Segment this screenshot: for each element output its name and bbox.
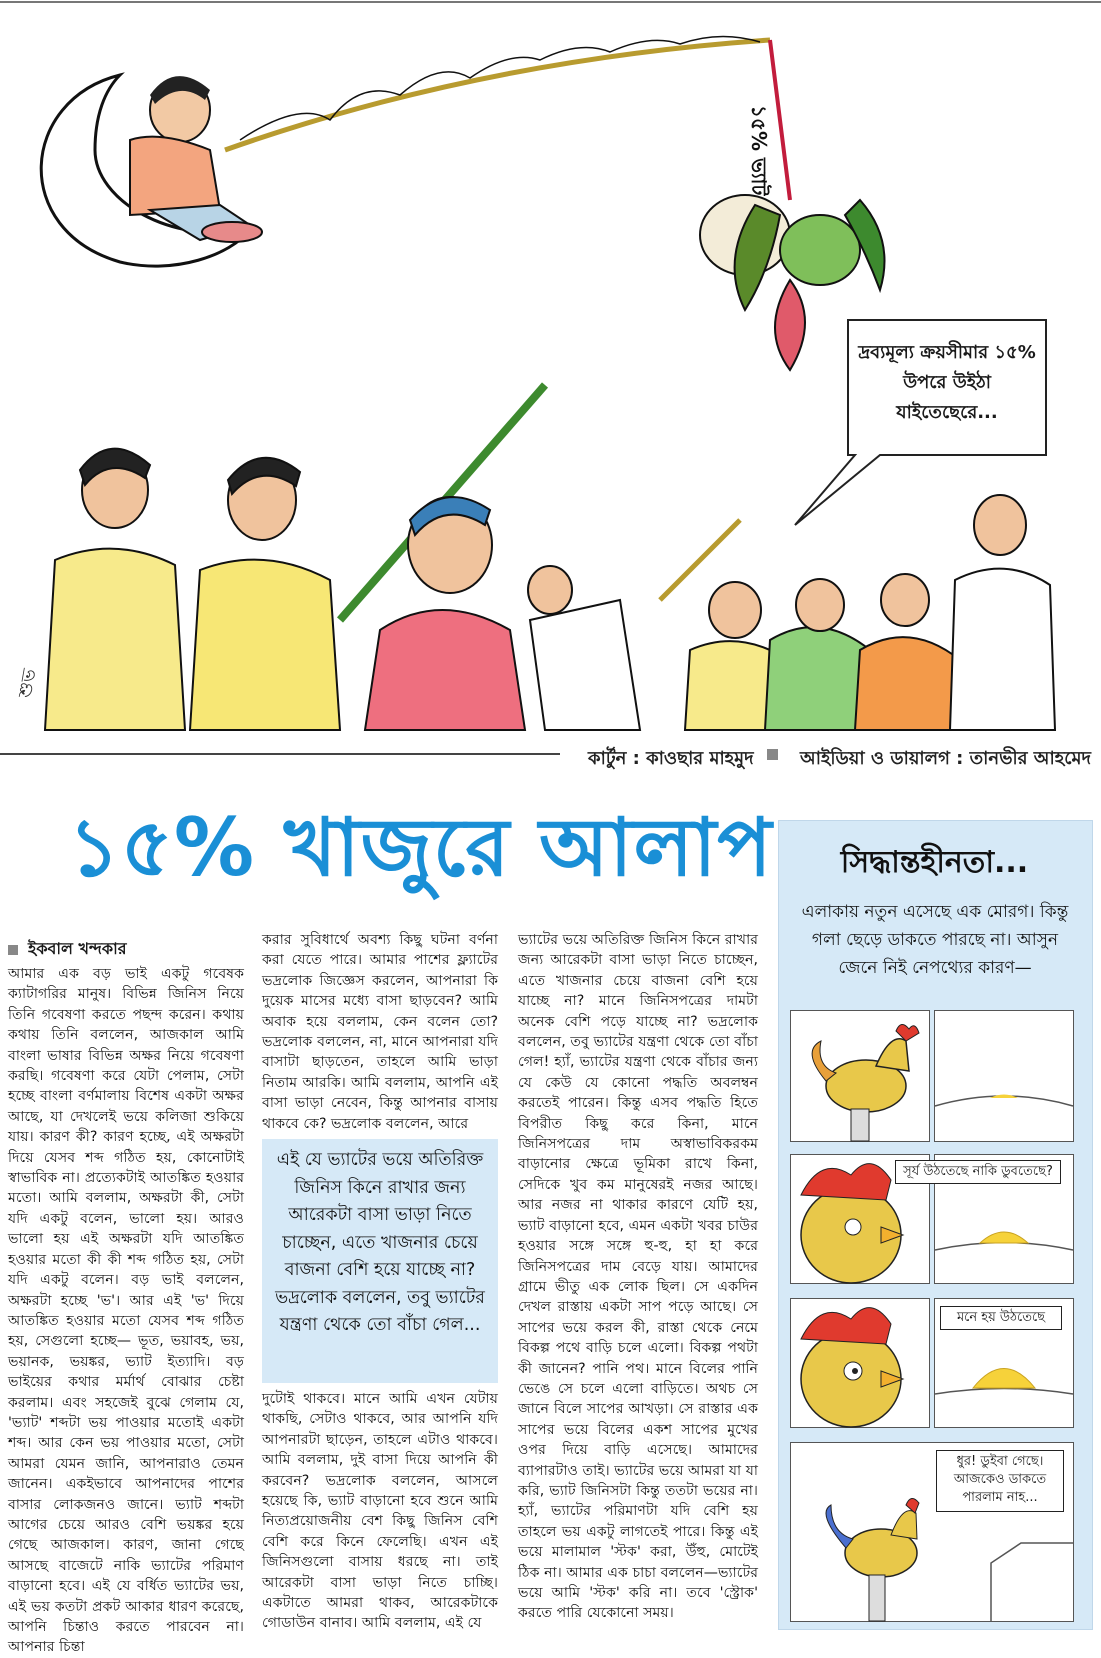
comic-panel-1-horizon (934, 1010, 1074, 1142)
side-comic-title: সিদ্ধান্তহীনতা... (840, 845, 1029, 880)
sun-horizon (935, 1011, 1073, 1141)
comic-bubble-4: ধুর! ডুইবা গেছে। আজকেও ডাকতে পারলাম নাহ... (936, 1450, 1064, 1512)
article-headline: ১৫% খাজুরে আলাপ (68, 801, 773, 894)
byline (8, 936, 127, 963)
idea-credit: আইডিয়া ও ডায়ালগ : তানভীর আহমেদ (800, 748, 1091, 769)
pull-quote-text: এই যে ভ্যাটের ভয়ে অতিরিক্ত জিনিস কিনে রাখার জন্য আরেকটা বাসা ভাড়া নিতে চাচ্ছেন, এতে খাজনার চেয়ে বাজনা বেশি হয়ে যাচ্ছে না? ভদ্রলোক বললেন, তবু ভ্যাটের যন্ত্রণা থেকে তো বাঁচা গেল... (275, 1150, 485, 1335)
price-tag: ১৫% ভ্যাট (747, 105, 771, 196)
article-text: আমার এক বড় ভাই একটু গবেষক ক্যাটাগরির মানুষ। বিভিন্ন জিনিস নিয়ে তিনি গবেষণা করতে পছন্দ করেন। কথায় কথায় তিনি বললেন, আজকাল আমি বাংলা ভাষার বিভিন্ন অক্ষর নিয়ে গবেষণা করছি। গবেষণা করে যেটা পেলাম, সেটা হচ্ছে বাংলা বর্ণমালায় বিশেষ একটা অক্ষর আছে, যা দেখলেই ভয়ে কলিজা শুকিয়ে যায়। কারণ কী? কারণ হচ্ছে, এই অক্ষরটা দিয়ে যেসব শব্দ গঠিত হয়, কোনোটাই স্বাভাবিক না। প্রত্যেকটাই আতঙ্কিত হওয়ার মতো। আমি বললাম, অক্ষরটা কী, সেটা যদি একটু বলেন, ভালো হয়। আরও ভালো হয় এই অক্ষরটা যদি আতঙ্কিত হওয়ার মতো কী কী শব্দ গঠিত হয়, সেটা যদি একটু বলেন। বড় ভাই বললেন, অক্ষরটা হচ্ছে 'ভ'। আর এই 'ভ' দিয়ে আতঙ্কিত হওয়ার মতো যেসব শব্দ গঠিত হয়, সেগুলো হচ্ছে— ভূত, ভয়াবহ, ভয়, ভয়ানক, ভয়ঙ্কর, ভ্যাট ইত্যাদি। বড় ভাইয়ের কথার মর্মার্থ বোঝার চেষ্টা করলাম। এবং সহজেই বুঝে গেলাম যে, 'ভ্যাট' শব্দটা ভয় পাওয়ার মতোই একটা শব্দ। আর কেন ভয় পাওয়ার মতো, সেটা আমরা যেমন জানি, আপনারাও তেমন জানেন। একইভাবে আপনাদের পাশের বাসার লোকজনও জানে। ভ্যাট শব্দটা আগের চেয়ে আরও বেশি ভয়ঙ্কর হয়ে গেছে আজকাল। কারণ, জানা গেছে আসছে বাজেটে নাকি ভ্যাটের পরিমাণ বাড়ানো হবে। এই যে বর্ধিত ভ্যাটের ভয়, এই ভয় কতটা প্রকট আকার ধারণ করেছে, আপনি চিন্তাও করতে পারবেন না। আপনার চিন্তা (8, 966, 244, 1656)
article-column-3 (518, 930, 758, 1628)
credit-separator (767, 749, 778, 760)
article-text: দুটোই থাকবে। মানে আমি এখন যেটায় থাকছি, সেটাও থাকবে, আর আপনি যদি আপনারটা ছাড়েন, তাহলে এটাও থাকবে। আমি বললাম, দুই বাসা দিয়ে আপনি কী করবেন? ভদ্রলোক বললেন, আসলে হয়েছে কি, ভ্যাট বাড়ানো হবে শুনে আমি নিত্যপ্রয়োজনীয় বেশ কিছু জিনিস বেশি বেশি করে কিনে ফেলেছি। এখন এই জিনিসগুলো বাসায় ধরছে না। তাই আরেকটা বাসা ভাড়া নিতে চাচ্ছি। একটাতে আমরা থাকব, আরেকটাকে গোডাউন বানাব। আমি বললাম, এই যে (262, 1391, 498, 1632)
article-text: করার সুবিধার্থে অবশ্য কিছু ঘটনা বর্ণনা করা যেতে পারে। আমার পাশের ফ্ল্যাটের ভদ্রলোক জিজ্ঞেস করলেন, আপনারা কি দুয়েক মাসের মধ্যে বাসা ছাড়বেন? আমি অবাক হয়ে বললাম, কেন বলেন তো? ভদ্রলোক বললেন, না, মানে আপনারা যদি বাসাটা ছাড়তেন, তাহলে আমি ভাড়া নিতাম আরকি। আমি বললাম, আপনি এই বাসা ভাড়া নেবেন, কিন্তু আপনার বাসায় থাকবে কে? ভদ্রলোক বললেন, আরে (262, 932, 498, 1132)
article-column-2-bottom (262, 1389, 498, 1632)
rooster-illustration (791, 1011, 929, 1141)
pull-quote (262, 1139, 498, 1383)
article-text: ভ্যাটের ভয়ে অতিরিক্ত জিনিস কিনে রাখার জন্য আরেকটা বাসা ভাড়া নিতে চাচ্ছেন, এতে খাজনার চেয়ে বাজনা বেশি হয়ে যাচ্ছে না? মানে জিনিসপত্রের দামটা অনেক বেশি পড়ে যাচ্ছে না? ভদ্রলোক বললেন, তবু ভ্যাটের যন্ত্রণা থেকে তো বাঁচা গেল! হ্যাঁ, ভ্যাটের যন্ত্রণা থেকে বাঁচার জন্য যে কেউ যে কোনো পদ্ধতি অবলম্বন করতেই পারেন। কিন্তু এসব পদ্ধতি হিতে বিপরীত কিছু করে কিনা, মানে জিনিসপত্রের দাম অস্বাভাবিকরকম বাড়ানোর ক্ষেত্রে ভূমিকা রাখে কিনা, সেদিকে খুব কম মানুষেরই নজর আছে। আর নজর না থাকার কারণে যেটি হয়, ভ্যাট বাড়ানো হবে, এমন একটা খবর চাউর হওয়ার সঙ্গে সঙ্গে হু-হু, হা হা করে জিনিসপত্রের দাম বেড়ে যায়। আমাদের গ্রামে ভীতু এক লোক ছিল। সে একদিন দেখল রাস্তায় একটা সাপ পড়ে আছে। সে সাপের ভয়ে করল কী, রাস্তা থেকে নেমে বিকল্প পথে বাড়ি চলে এলো। বিকল্প পথটা কী জানেন? পানি পথ। মানে বিলের পানি ভেঙে সে চলে এলো বাড়িতে। অথচ সে জানে বিলে সাপের আখড়া। সে রাস্তার এক সাপের ভয়ে বিলের একশ সাপের মুখের ওপর দিয়ে বাড়ি এসেছে। আমাদের ব্যাপারটাও তাই। ভ্যাটের ভয়ে আমরা যা যা করি, ভ্যাট জিনিসটা কিন্তু ততটা ভয়ের না। হ্যাঁ, ভ্যাটের পরিমাণটা যদি বেশি হয় তাহলে ভয় একটু লাগতেই পারে। কিন্তু এই ভয়ে মালামাল 'স্টক' করা, উঁহু, মোটেই ঠিক না। আমার এক চাচা বললেন—ভ্যাটের ভয়ে আমি 'স্টক' করি না। তবে 'স্ট্রোক' করতে পারি যেকোনো সময়। (518, 932, 758, 1622)
byline-marker (8, 945, 18, 955)
comic-bubble-2: সূর্য উঠতেছে নাকি ডুবতেছে? (895, 1160, 1061, 1184)
artist-signature: শুভ (14, 667, 41, 700)
article-column-1 (8, 964, 244, 1656)
side-comic-intro: এলাকায় নতুন এসেছে এক মোরগ। কিন্তু গলা ছেড়ে ডাকতে পারছে না। আসুন জেনে নিই নেপথ্যের কারণ— (801, 902, 1069, 978)
comic-panel-1-rooster (790, 1010, 930, 1142)
comic-panel-3-rooster (790, 1298, 930, 1428)
rooster-closeup (791, 1299, 929, 1427)
article-column-2-top (262, 930, 498, 1135)
credit-rule (0, 753, 560, 755)
cartoon-credit: কার্টুন : কাওছার মাহমুদ (588, 748, 754, 769)
editorial-cartoon (0, 0, 1101, 740)
byline-author: ইকবাল খন্দকার (28, 939, 127, 958)
comic-bubble-3: মনে হয় উঠতেছে (940, 1306, 1062, 1330)
cartoon-speech-bubble: দ্রব্যমূল্য ক্রয়সীমার ১৫% উপরে উইঠা যাইতেছেরে... (858, 342, 1036, 423)
